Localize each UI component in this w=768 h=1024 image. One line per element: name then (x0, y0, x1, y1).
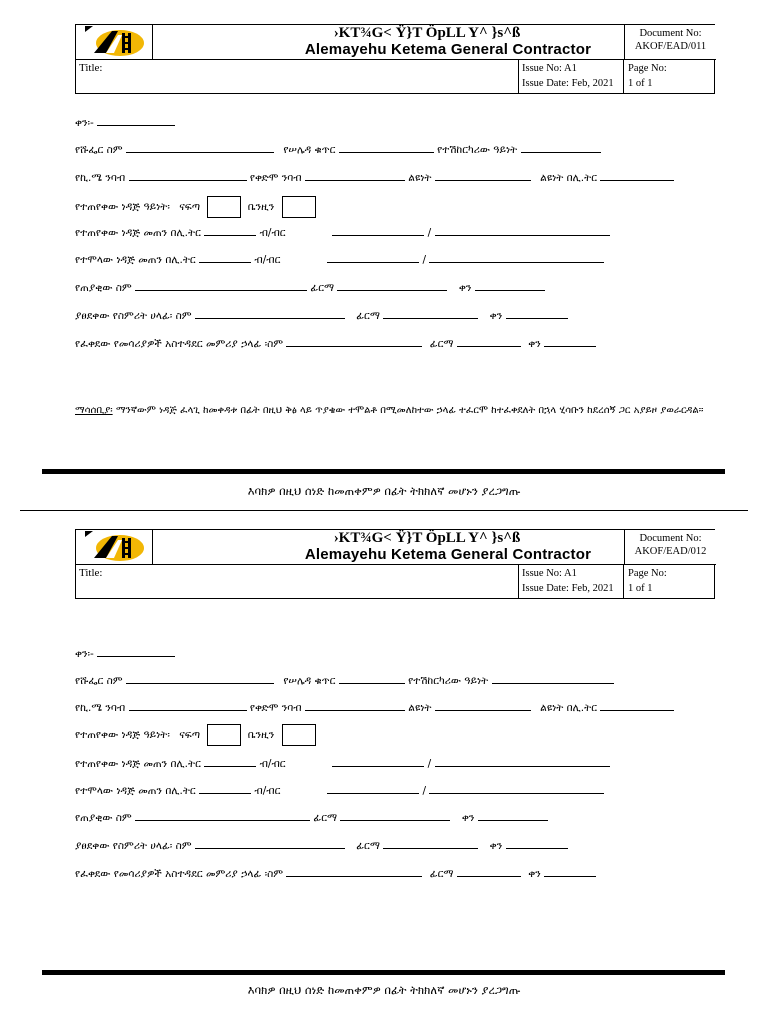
km-reading-field[interactable] (129, 169, 247, 181)
requester-date-field[interactable] (475, 279, 545, 291)
title-label: Title: (79, 567, 103, 579)
date-row: ቀን፡- (75, 645, 175, 661)
approver-name-field[interactable] (195, 837, 345, 849)
title-cell (76, 565, 519, 599)
page-cell (624, 60, 716, 94)
date-field[interactable] (97, 645, 175, 657)
requested-birr-field[interactable] (332, 224, 424, 236)
filled-amount-row: የተሞላው ነዳጅ መጠን በሊ.ትር ብ/ብር / (75, 782, 604, 798)
authorizer-signature-field[interactable] (457, 335, 521, 347)
km-reading-row: የኪ.ሜ ንባብ የቀድሞ ንባብ ልዩነት ልዩነት በሊ.ትር (75, 699, 674, 715)
document-number: AKOF/EAD/011 (634, 41, 707, 52)
logo-cell (76, 530, 153, 565)
authorizer-name-field[interactable] (286, 865, 422, 877)
page-number-label: Page No: (628, 63, 667, 74)
requested-cents-field[interactable] (435, 755, 610, 767)
approver-row: ያፀደቀው የስምሪት ሀላፊ፡ ስም ፊርማ ቀን (75, 837, 568, 853)
company-name-amharic: ›KT¾G< Ÿ}T ÖpLL Y^ }s^ß (333, 25, 521, 41)
issue-number: Issue No: A1 (522, 568, 577, 579)
issue-date: Issue Date: Feb, 2021 (522, 583, 614, 594)
date-row: ቀን፡- (75, 114, 175, 130)
company-name-english: Alemayehu Ketema General Contractor (304, 41, 592, 58)
logo-cell (76, 25, 153, 60)
form-header (75, 529, 715, 599)
requester-name-field[interactable] (135, 809, 310, 821)
km-reading-field[interactable] (129, 699, 247, 711)
driver-name-field[interactable] (126, 141, 274, 153)
document-number-cell (624, 25, 716, 60)
footer-note: እባክዎ በዚህ ሰነድ ከመጠቀምዎ በፊት ትክክለኛ መሆኑን ያረጋግጡ (247, 484, 521, 498)
difference-liter-field[interactable] (600, 699, 674, 711)
previous-reading-field[interactable] (305, 699, 405, 711)
issue-number: Issue No: A1 (522, 63, 577, 74)
form-header (75, 24, 715, 94)
requester-row: የጠያቂው ስም ፊርማ ቀን (75, 809, 548, 825)
difference-liter-field[interactable] (600, 169, 674, 181)
note-text: ማንኛውም ነዳጅ ፈላጊ ከመቀዳቱ በፊት በዚህ ቅፅ ላይ ጥያቄው ተሞልቶ በሚመለከተው ኃላፊ ተፈርሞ ከተፈቀደለት በኋላ ሂሳቡን ከደረሰኝ ጋር አያይዞ ያወራርዳል። (112, 405, 704, 416)
filled-birr-field[interactable] (327, 251, 419, 263)
approver-name-field[interactable] (195, 307, 345, 319)
date-field[interactable] (97, 114, 175, 126)
requested-liter-field[interactable] (204, 755, 256, 767)
requester-row: የጠያቂው ስም ፊርማ ቀን (75, 279, 545, 295)
page-number: 1 of 1 (628, 583, 653, 594)
note (75, 400, 715, 422)
approver-signature-field[interactable] (383, 307, 478, 319)
footer-note: እባክዎ በዚህ ሰነድ ከመጠቀምዎ በፊት ትክክለኛ መሆኑን ያረጋግጡ (247, 983, 521, 997)
requested-amount-row: የተጠየቀው ነዳጅ መጠን በሊ.ትር ብ/ብር / (75, 224, 610, 240)
separator-bar (42, 469, 725, 474)
plate-number-field[interactable] (339, 672, 405, 684)
separator-bar (42, 970, 725, 975)
benzine-checkbox[interactable] (282, 724, 316, 746)
requester-signature-field[interactable] (340, 809, 450, 821)
requested-birr-field[interactable] (332, 755, 424, 767)
company-logo-icon (76, 25, 153, 60)
difference-field[interactable] (435, 699, 531, 711)
form-divider (20, 510, 748, 511)
approver-date-field[interactable] (506, 837, 568, 849)
company-logo-icon (76, 530, 153, 565)
driver-row: የሹፌር ስም የሠሌዳ ቁጥር የተሽከርካሪው ዓይነት (75, 672, 614, 688)
filled-cents-field[interactable] (429, 251, 604, 263)
driver-row: የሹፌር ስም የሠሌዳ ቁጥር የተሽከርካሪው ዓይነት (75, 141, 601, 157)
title-cell (76, 60, 519, 94)
document-number-label: Document No: (639, 28, 702, 39)
km-reading-row: የኪ.ሜ ንባብ የቀድሞ ንባብ ልዩነት ልዩነት በሊ.ትር (75, 169, 674, 185)
page-number-label: Page No: (628, 568, 667, 579)
title-label: Title: (79, 62, 103, 74)
note-label: ማሳሰቢያ፡ (75, 405, 113, 416)
filled-cents-field[interactable] (429, 782, 604, 794)
authorizer-date-field[interactable] (544, 865, 596, 877)
document-number-cell (624, 530, 716, 565)
document-number-label: Document No: (639, 533, 702, 544)
issue-cell (519, 565, 624, 599)
requester-name-field[interactable] (135, 279, 307, 291)
requester-signature-field[interactable] (337, 279, 447, 291)
requester-date-field[interactable] (478, 809, 548, 821)
vehicle-type-field[interactable] (492, 672, 614, 684)
authorizer-row: የፈቀደው የመሳሪያዎች አስተዳደር መምሪያ ኃላፊ ፡ስም ፊርማ ቀን (75, 335, 596, 351)
difference-field[interactable] (435, 169, 531, 181)
requested-cents-field[interactable] (435, 224, 610, 236)
authorizer-signature-field[interactable] (457, 865, 521, 877)
driver-name-field[interactable] (126, 672, 274, 684)
fuel-type-row: የተጠየቀው ነዳጅ ዓይነት፡ ናፍጣ ቤንዚን (75, 724, 319, 746)
approver-date-field[interactable] (506, 307, 568, 319)
filled-liter-field[interactable] (199, 782, 251, 794)
page-number: 1 of 1 (628, 78, 653, 89)
approver-signature-field[interactable] (383, 837, 478, 849)
authorizer-name-field[interactable] (286, 335, 422, 347)
company-name-cell (153, 25, 701, 60)
requested-liter-field[interactable] (204, 224, 256, 236)
page-cell (624, 565, 716, 599)
issue-date: Issue Date: Feb, 2021 (522, 78, 614, 89)
issue-cell (519, 60, 624, 94)
company-name-amharic: ›KT¾G< Ÿ}T ÖpLL Y^ }s^ß (333, 530, 521, 546)
company-name-cell (153, 530, 701, 565)
diesel-checkbox[interactable] (207, 724, 241, 746)
fuel-type-row: የተጠየቀው ነዳጅ ዓይነት፡ ናፍጣ ቤንዚን (75, 196, 319, 218)
diesel-checkbox[interactable] (207, 196, 241, 218)
vehicle-type-field[interactable] (521, 141, 601, 153)
authorizer-date-field[interactable] (544, 335, 596, 347)
company-name-english: Alemayehu Ketema General Contractor (304, 546, 592, 563)
filled-amount-row: የተሞላው ነዳጅ መጠን በሊ.ትር ብ/ብር / (75, 251, 604, 267)
benzine-checkbox[interactable] (282, 196, 316, 218)
previous-reading-field[interactable] (305, 169, 405, 181)
authorizer-row: የፈቀደው የመሳሪያዎች አስተዳደር መምሪያ ኃላፊ ፡ስም ፊርማ ቀን (75, 865, 596, 881)
document-number: AKOF/EAD/012 (634, 546, 707, 557)
filled-birr-field[interactable] (327, 782, 419, 794)
approver-row: ያፀደቀው የስምሪት ሀላፊ፡ ስም ፊርማ ቀን (75, 307, 568, 323)
requested-amount-row: የተጠየቀው ነዳጅ መጠን በሊ.ትር ብ/ብር / (75, 755, 610, 771)
plate-number-field[interactable] (339, 141, 434, 153)
filled-liter-field[interactable] (199, 251, 251, 263)
